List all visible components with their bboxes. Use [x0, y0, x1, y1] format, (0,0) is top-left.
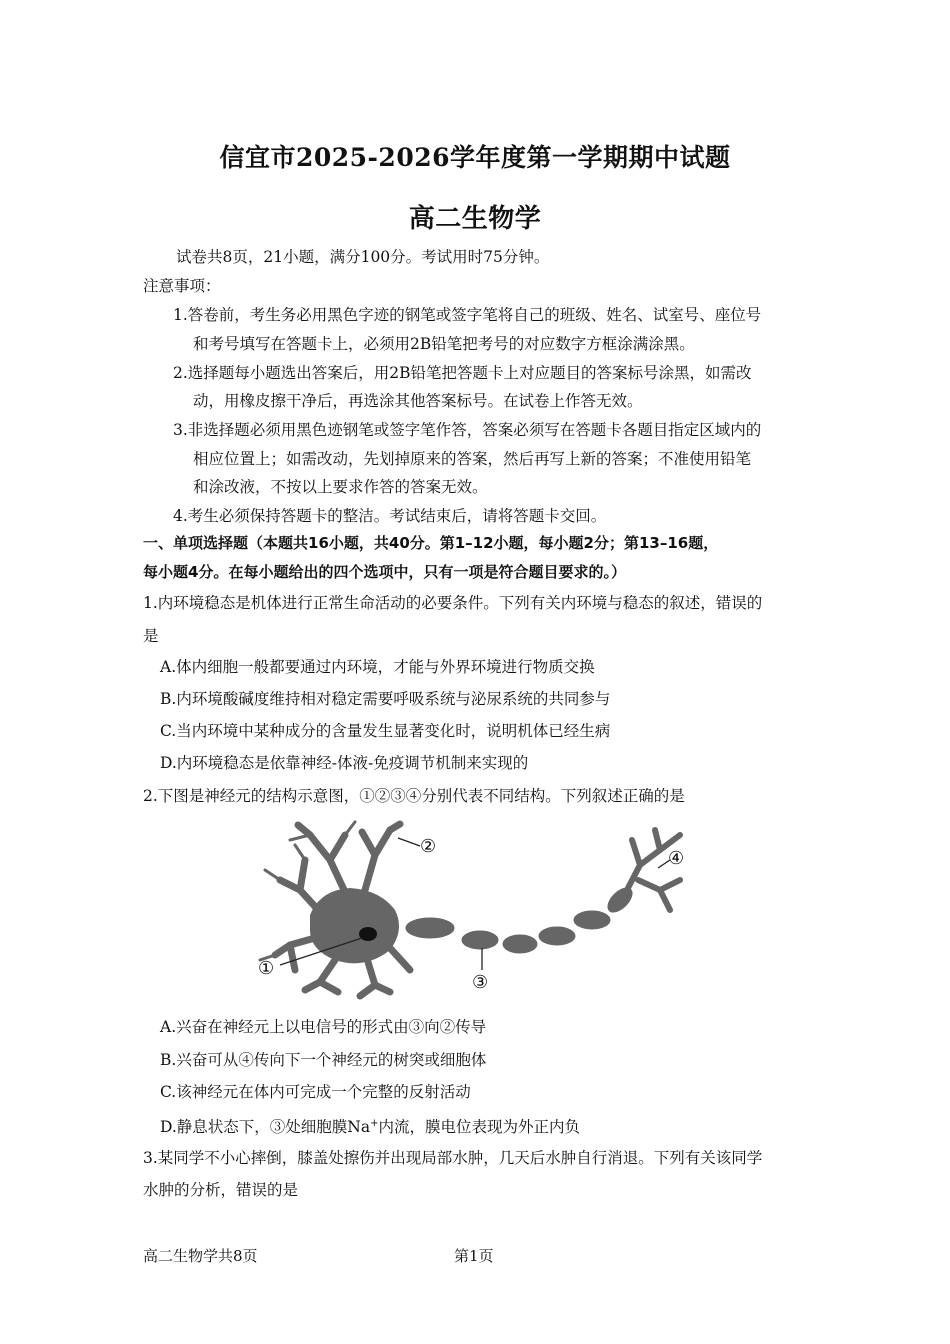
nucleus	[359, 927, 377, 941]
option-d-text: D.静息状态下，③处细胞膜Na	[160, 1118, 371, 1137]
question-3-stem: 水肿的分析，错误的是	[143, 1181, 299, 1199]
exam-subject: 高二生物学	[408, 204, 542, 234]
footer-left: 高二生物学共8页	[143, 1247, 258, 1265]
notice-line: 4.考生必须保持答题卡的整洁。考试结束后，请将答题卡交回。	[173, 507, 607, 525]
label-2: ②	[420, 836, 437, 857]
question-3-stem: 3.某同学不小心摔倒，膝盖处擦伤并出现局部水肿，几天后水肿自行消退。下列有关该同学	[143, 1149, 763, 1167]
question-1-option-a: A.体内细胞一般都要通过内环境，才能与外界环境进行物质交换	[160, 658, 595, 676]
question-1-option-c: C.当内环境中某种成分的含量发生显著变化时，说明机体已经生病	[160, 722, 611, 740]
question-1-option-d: D.内环境稳态是依靠神经-体液-免疫调节机制来实现的	[160, 754, 529, 772]
notice-line: 2.选择题每小题选出答案后，用2B铅笔把答题卡上对应题目的答案标号涂黑，如需改	[173, 364, 752, 382]
question-1-stem: 是	[143, 627, 159, 645]
notice-line: 1.答卷前，考生务必用黑色字迹的钢笔或签字笔将自己的班级、姓名、试室号、座位号	[173, 306, 762, 324]
label-4: ④	[668, 848, 685, 869]
notice-line: 动，用橡皮擦干净后，再选涂其他答案标号。在试卷上作答无效。	[193, 392, 643, 410]
label-3: ③	[472, 972, 489, 993]
section-heading: 每小题4分。在每小题给出的四个选项中，只有一项是符合题目要求的。）	[143, 563, 626, 581]
question-1-option-b: B.内环境酸碱度维持相对稳定需要呼吸系统与泌尿系统的共同参与	[160, 690, 611, 708]
exam-intro: 试卷共8页，21小题，满分100分。考试用时75分钟。	[176, 248, 550, 266]
question-2-option-c: C.该神经元在体内可完成一个完整的反射活动	[160, 1083, 471, 1101]
notice-line: 和考号填写在答题卡上，必须用2B铅笔把考号的对应数字方框涂满涂黑。	[193, 335, 695, 353]
footer-page: 第1页	[454, 1247, 494, 1265]
question-1-stem: 1.内环境稳态是机体进行正常生命活动的必要条件。下列有关内环境与稳态的叙述，错误的	[143, 594, 763, 612]
label-1: ①	[258, 958, 275, 979]
question-2-option-b: B.兴奋可从④传向下一个神经元的树突或细胞体	[160, 1051, 487, 1069]
neuron-dendrites	[260, 822, 680, 996]
option-d-text: 内流，膜电位表现为外正内负	[378, 1118, 581, 1137]
notice-line: 3.非选择题必须用黑色迹钢笔或签字笔作答，答案必须写在答题卡各题目指定区域内的	[173, 421, 762, 439]
question-2-option-a: A.兴奋在神经元上以电信号的形式由③向②传导	[160, 1018, 487, 1036]
question-2-stem: 2.下图是神经元的结构示意图，①②③④分别代表不同结构。下列叙述正确的是	[143, 787, 685, 805]
notice-line: 相应位置上；如需改动，先划掉原来的答案，然后再写上新的答案；不准使用铅笔	[193, 450, 752, 468]
notice-line: 和涂改液，不按以上要求作答的答案无效。	[193, 478, 488, 496]
neuron-diagram	[250, 820, 710, 1000]
exam-title: 信宜市2025-2026学年度第一学期期中试题	[219, 143, 731, 172]
notice-heading: 注意事项：	[143, 277, 221, 295]
superscript: +	[370, 1118, 379, 1129]
section-heading: 一、单项选择题（本题共16小题，共40分。第1–12小题，每小题2分；第13–16题，	[143, 534, 719, 552]
question-2-option-d	[160, 1114, 580, 1137]
